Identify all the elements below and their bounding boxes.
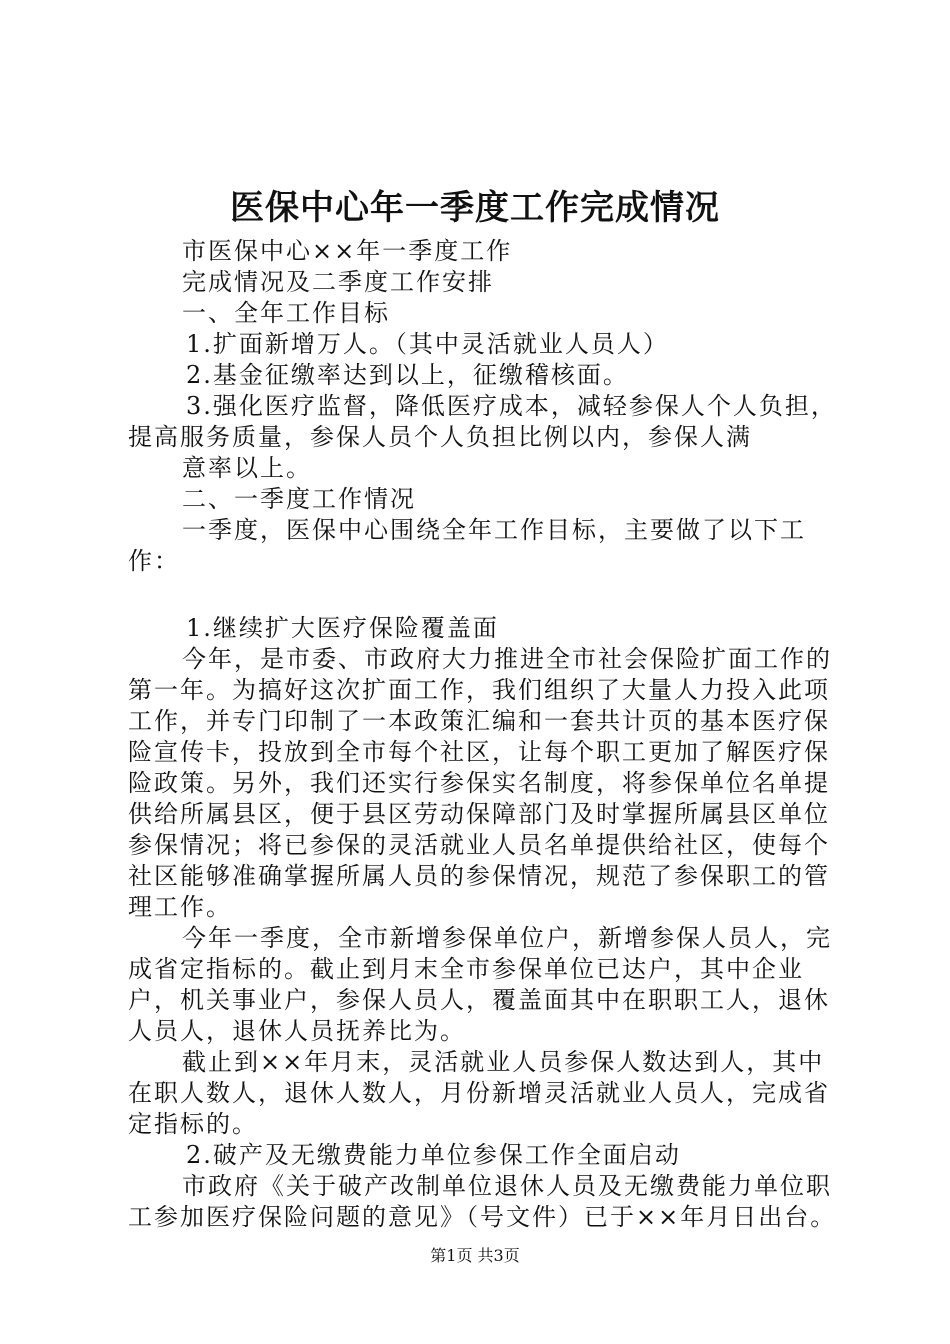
subtitle-line-2: 完成情况及二季度工作安排 (182, 268, 494, 296)
body-paragraph-policy: 市政府《关于破产改制单位退休人员及无缴费能力单位职工参加医疗保险问题的意见》（号文件）已于××年月日出台。 (128, 1172, 837, 1231)
body-paragraph-q1-stats: 今年一季度，全市新增参保单位户，新增参保人员人，完成省定指标的。截止到月末全市参保单位已达户，其中企业户，机关事业户，参保人员人，覆盖面其中在职职工人，退休人员人，退休人员抚养比为。 (128, 924, 832, 1045)
subtitle-line-1: 市医保中心××年一季度工作 (182, 237, 513, 265)
page-indicator: 第1页 共3页 (430, 1246, 520, 1265)
document-body (128, 236, 848, 1233)
body-paragraph-flexible-employment: 截止到××年月末，灵活就业人员参保人数达到人，其中在职人数人，退休人数人，月份新增灵活就业人员人，完成省定指标的。 (128, 1048, 830, 1138)
paragraph-gap (128, 577, 848, 613)
q1-intro-paragraph: 一季度，医保中心围绕全年工作目标，主要做了以下工作： (128, 516, 806, 575)
body-paragraph-coverage: 今年，是市委、市政府大力推进全市社会保险扩面工作的第一年。为搞好这次扩面工作，我们组织了大量人力投入此项工作，并专门印制了一本政策汇编和一套共计页的基本医疗保险宣传卡，投放到全市每个社区，让每个职工更加了解医疗保险政策。另外，我们还实行参保实名制度，将参保单位名单提供给所属县区，便于县区劳动保障部门及时掌握所属县区单位参保情况；将已参保的灵活就业人员名单提供给社区，使每个社区能够准确掌握所属人员的参保情况，规范了参保职工的管理工作。 (128, 645, 832, 921)
subheading-bankruptcy: 2.破产及无缴费能力单位参保工作全面启动 (186, 1141, 681, 1169)
goal-item-3: 3.强化医疗监督，降低医疗成本，减轻参保人个人负担，提高服务质量，参保人员个人负担比例以内，参保人满 (128, 392, 837, 451)
subheading-coverage: 1.继续扩大医疗保险覆盖面 (186, 614, 499, 642)
section-heading-q1: 二、一季度工作情况 (182, 485, 416, 513)
goal-item-1: 1.扩面新增万人。（其中灵活就业人员人） (186, 330, 669, 358)
document-title: 医保中心年一季度工作完成情况 (230, 188, 720, 228)
goal-item-2: 2.基金征缴率达到以上，征缴稽核面。 (186, 361, 629, 389)
section-heading-goals: 一、全年工作目标 (182, 299, 390, 327)
goal-item-3-continued: 意率以上。 (182, 454, 312, 482)
